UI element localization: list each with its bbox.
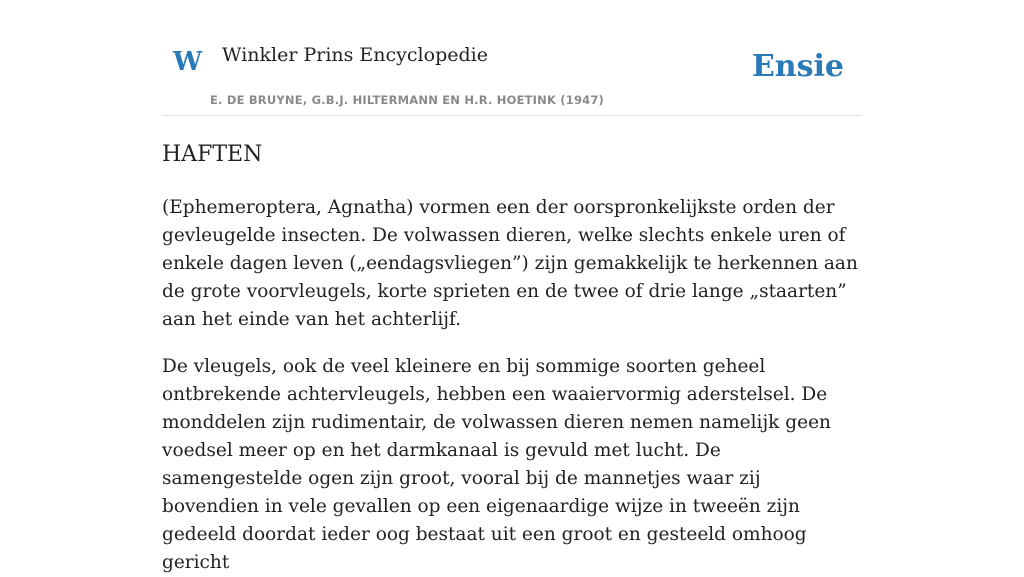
article-paragraph: (Ephemeroptera, Agnatha) vormen een der oorspronkelijkste orden der gevleugelde insecten. De volwassen dieren, welke slechts enkele uren of enkele dagen leven („eendagsvliegen”) zijn gemakkelijk te herkennen aan de grote voorvleugels, korte sprieten en de twee of drie lange „staarten” aan het einde van het achterlijf. xyxy=(162,197,858,330)
page xyxy=(162,0,862,577)
winkler-prins-logo[interactable]: W xyxy=(173,47,203,77)
publication-title[interactable]: Winkler Prins Encyclopedie xyxy=(222,44,488,66)
authors-line: E. DE BRUYNE, G.B.J. HILTERMANN EN H.R. HOETINK (1947) xyxy=(210,93,605,107)
article-headword: HAFTEN xyxy=(162,142,263,167)
ensie-logo[interactable]: Ensie xyxy=(751,49,844,84)
article-paragraph: De vleugels, ook de veel kleinere en bij sommige soorten geheel ontbrekende achtervleugels, hebben een waaiervormig aderstelsel. De monddelen zijn rudimentair, de volwassen dieren nemen namelijk geen voedsel meer op en het darmkanaal is gevuld met lucht. De samengestelde ogen zijn groot, vooral bij de mannetjes waar zij bovendien in vele gevallen op een eigenaardige wijze in tweeën zijn gedeeld doordat ieder oog bestaat uit een groot en gesteeld omhoog gericht xyxy=(162,356,831,573)
site-header xyxy=(162,0,862,116)
article xyxy=(162,142,862,577)
